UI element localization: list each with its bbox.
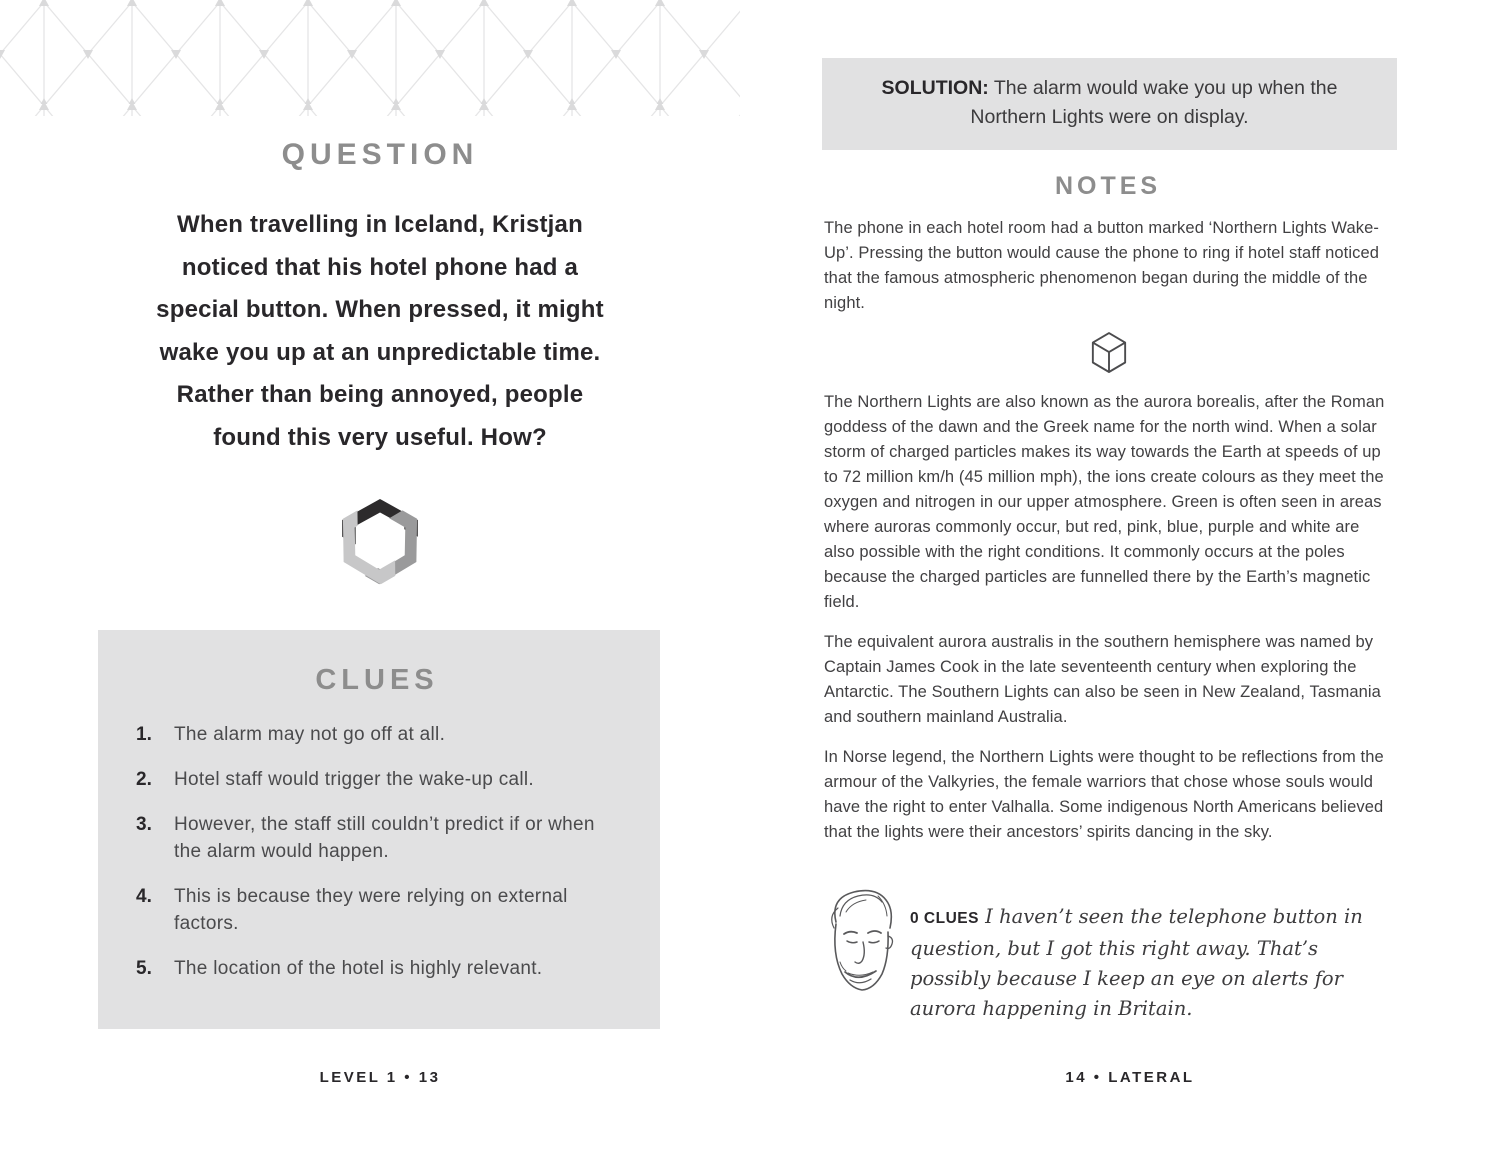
clues-heading: CLUES	[315, 664, 439, 696]
notes-paragraph: The equivalent aurora australis in the southern hemisphere was named by Captain James Cook in the late seventeenth century when exploring the Antarctic. The Southern Lights can also be seen in New Zealand, Tasmania and southern mainland Australia.	[824, 633, 1381, 726]
solution-page	[760, 0, 1500, 1151]
clue-text: Hotel staff would trigger the wake-up call.	[174, 769, 535, 790]
clue-item	[128, 883, 626, 937]
clue-item	[128, 766, 626, 793]
notes-paragraph: The phone in each hotel room had a button marked ‘Northern Lights Wake-Up’. Pressing the button would cause the phone to ring if hotel staff noticed that the famous atmospheric phenomenon began during the middle of the night.	[824, 219, 1379, 312]
notes-paragraph: The Northern Lights are also known as the aurora borealis, after the Roman goddess of the dawn and the Greek name for the north wind. When a solar storm of charged particles makes its way towards the Earth at speeds of up to 72 million km/h (45 million mph), the ions create colours as they meet the oxygen and nitrogen in our upper atmosphere. Green is often seen in areas where auroras commonly occur, but red, pink, blue, purple and white are also possible with the right conditions. It commonly occurs at the poles because the charged particles are funnelled there by the Earth’s magnetic field.	[824, 393, 1385, 611]
isometric-cube-grid-pattern	[0, 0, 740, 116]
question-line: found this very useful. How?	[213, 423, 547, 451]
clue-item	[128, 955, 626, 982]
clue-item	[128, 721, 626, 748]
cube-outline-icon	[824, 331, 1394, 383]
clue-number: 2.	[136, 769, 152, 790]
hexagon-knot-logo	[0, 492, 760, 595]
question-line: noticed that his hotel phone had a	[181, 253, 579, 281]
notes-body	[824, 216, 1394, 860]
question-line: wake you up at an unpredictable time.	[159, 338, 601, 366]
solution-label: SOLUTION:	[881, 77, 989, 99]
question-line: special button. When pressed, it might	[156, 296, 604, 323]
clue-number: 1.	[136, 724, 152, 745]
clue-item	[128, 811, 626, 865]
clue-number: 5.	[136, 958, 152, 979]
question-line: When travelling in Iceland, Kristjan	[177, 211, 583, 238]
author-note-label: 0 CLUES	[910, 910, 979, 927]
left-page-footer: LEVEL 1 • 13	[319, 1069, 441, 1086]
notes-paragraph: In Norse legend, the Northern Lights were thought to be reflections from the armour of the Valkyries, the female warriors that chose whose souls would have the right to enter Valhalla. Some indigenous North Americans believed that the lights were their ancestors’ spirits dancing in the sky.	[824, 748, 1384, 841]
author-note	[812, 882, 1404, 1024]
clue-text: The alarm may not go off at all.	[174, 724, 446, 745]
clue-text: The location of the hotel is highly relevant.	[174, 958, 543, 979]
question-line: Rather than being annoyed, people	[176, 381, 584, 408]
right-page-footer: 14 • LATERAL	[1065, 1069, 1195, 1086]
notes-heading: NOTES	[1054, 172, 1162, 200]
clue-number: 4.	[136, 886, 152, 907]
solution-text: The alarm would wake you up when the Northern Lights were on display.	[970, 77, 1338, 128]
question-heading: QUESTION	[281, 138, 479, 171]
clue-number: 3.	[136, 814, 152, 835]
question-text	[80, 204, 680, 459]
clue-text: However, the staff still couldn’t predict if or when the alarm would happen.	[174, 814, 595, 862]
solution-box	[822, 58, 1397, 150]
clues-box	[98, 630, 660, 1029]
author-note-text	[910, 882, 1404, 1024]
clue-text: This is because they were relying on external factors.	[174, 886, 568, 934]
author-note-script: I haven’t seen the telephone button in question, but I got this right away. That’s possibly because I keep an eye on alerts for aurora happening in Britain.	[910, 905, 1363, 1020]
author-face-sketch	[812, 882, 910, 1024]
